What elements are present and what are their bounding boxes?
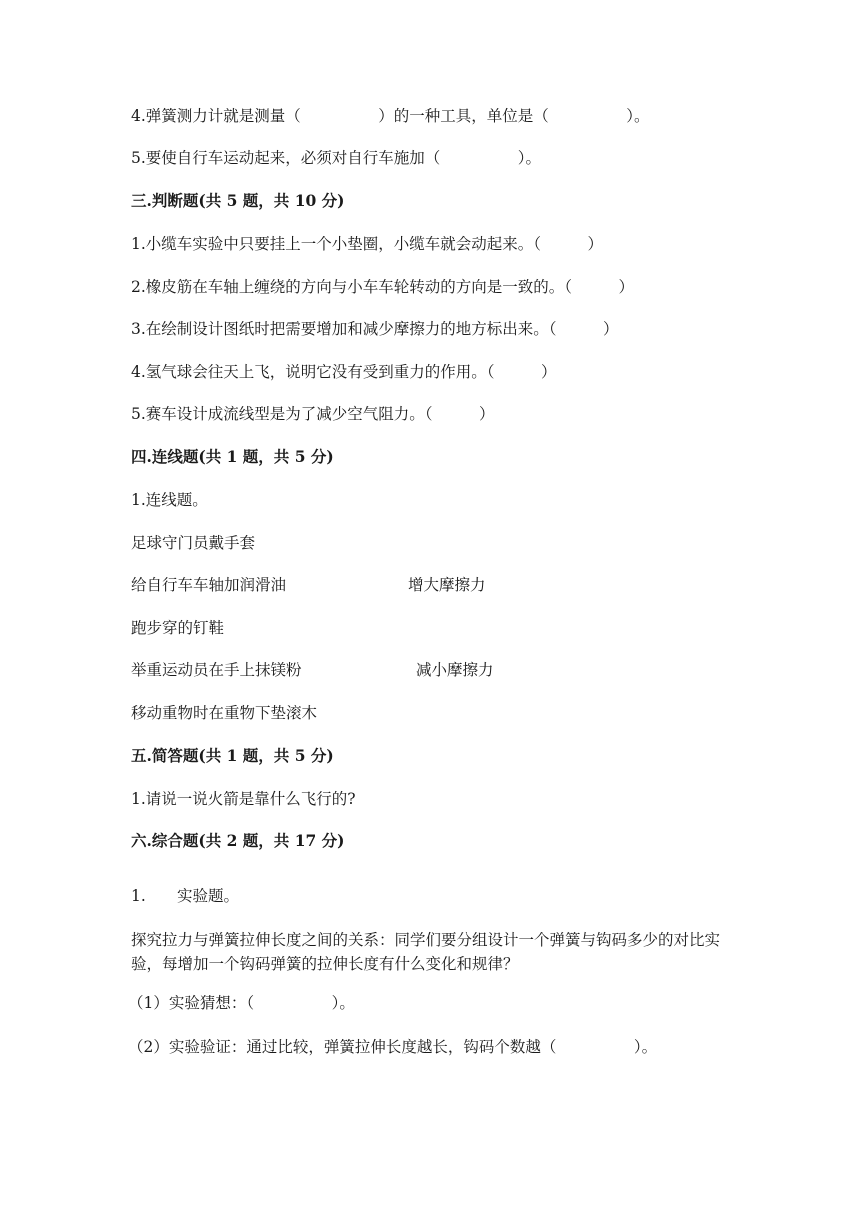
judge-item-1: 1.小缆车实验中只要挂上一个小垫圈，小缆车就会动起来。（ ） bbox=[131, 235, 604, 253]
section-4-title: 四.连线题(共 1 题，共 5 分) bbox=[131, 447, 334, 466]
matching-left-item-4: 举重运动员在手上抹镁粉 bbox=[131, 661, 302, 679]
fill-question-4: 4.弹簧测力计就是测量（ ）的一种工具，单位是（ ）。 bbox=[131, 107, 650, 125]
section-6-title: 六.综合题(共 2 题，共 17 分) bbox=[131, 831, 345, 850]
judge-item-5: 5.赛车设计成流线型是为了减少空气阻力。（ ） bbox=[131, 405, 495, 423]
fill-question-5: 5.要使自行车运动起来，必须对自行车施加（ ）。 bbox=[131, 149, 542, 167]
experiment-description: 探究拉力与弹簧拉伸长度之间的关系：同学们要分组设计一个弹簧与钩码多少的对比实验，每增加一个钩码弹簧的拉伸长度有什么变化和规律？ bbox=[131, 931, 721, 973]
matching-right-item-2: 减小摩擦力 bbox=[416, 661, 494, 679]
short-answer-question: 1.请说一说火箭是靠什么飞行的? bbox=[131, 790, 356, 808]
matching-left-item-2: 给自行车车轴加润滑油 bbox=[131, 576, 287, 594]
experiment-sub-question-2: （2）实验验证：通过比较，弹簧拉伸长度越长，钩码个数越（ ）。 bbox=[128, 1038, 658, 1056]
matching-left-item-5: 移动重物时在重物下垫滚木 bbox=[131, 704, 318, 722]
section-3-title: 三.判断题(共 5 题，共 10 分) bbox=[131, 191, 345, 210]
matching-right-item-1: 增大摩擦力 bbox=[408, 576, 486, 594]
judge-item-3: 3.在绘制设计图纸时把需要增加和减少摩擦力的地方标出来。（ ） bbox=[131, 320, 619, 338]
judge-item-4: 4.氢气球会往天上飞，说明它没有受到重力的作用。（ ） bbox=[131, 363, 557, 381]
matching-question: 1.连线题。 bbox=[131, 491, 208, 509]
judge-item-2: 2.橡皮筋在车轴上缠绕的方向与小车车轮转动的方向是一致的。（ ） bbox=[131, 278, 635, 296]
section-5-title: 五.简答题(共 1 题，共 5 分) bbox=[131, 746, 334, 765]
experiment-question-number: 1. bbox=[131, 887, 146, 905]
matching-left-item-1: 足球守门员戴手套 bbox=[131, 534, 256, 552]
matching-left-item-3: 跑步穿的钉鞋 bbox=[131, 619, 225, 637]
experiment-sub-question-1: （1）实验猜想：（ ）。 bbox=[128, 994, 355, 1012]
experiment-question-label: 实验题。 bbox=[177, 887, 240, 905]
